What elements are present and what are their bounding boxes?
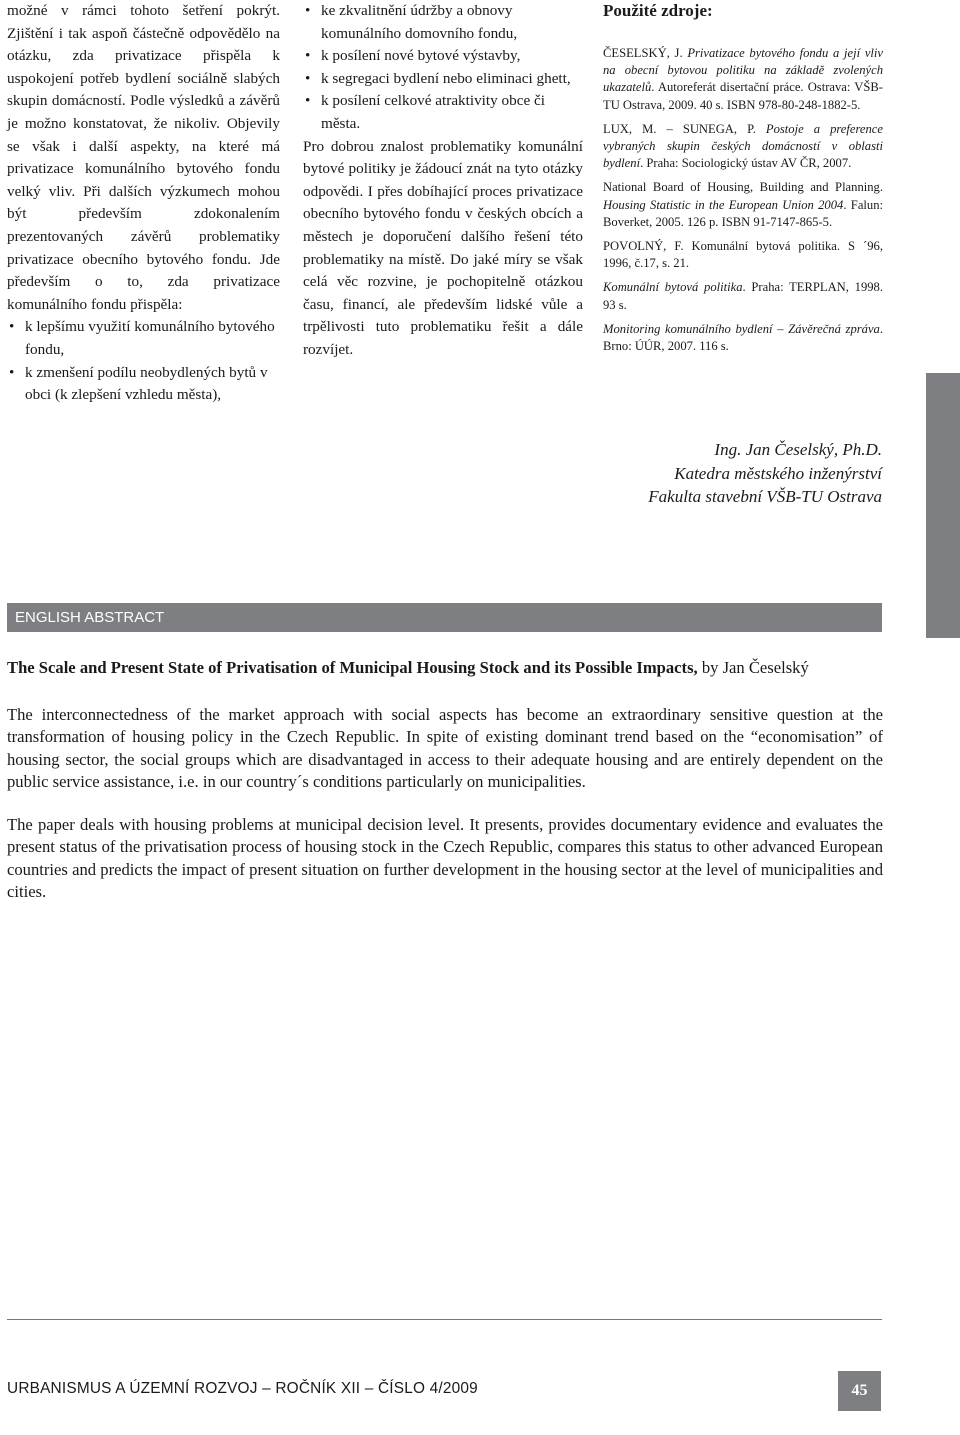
reference-item: [603, 238, 883, 272]
abstract-title-text: The Scale and Present State of Privatisation of Municipal Housing Stock and its Possible Impacts,: [7, 658, 698, 677]
reference-details: . Autoreferát disertační práce. Ostrava: VŠB-TU Ostrava, 2009. 40 s. ISBN 978-80-248-1882-5.: [603, 80, 883, 112]
list-item: • k lepšímu využití komunálního bytového fondu,: [7, 316, 280, 361]
column-left: [7, 0, 280, 407]
references: [603, 0, 883, 362]
list-item: • ke zkvalitnění údržby a obnovy komunálního domovního fondu,: [303, 0, 583, 45]
abstract-byline: by Jan Česelský: [697, 658, 809, 677]
abstract-header-bar: [7, 603, 882, 632]
reference-author: ČESELSKÝ, J.: [603, 46, 688, 60]
footer-divider: [7, 1319, 882, 1320]
paragraph: možné v rámci tohoto šetření pokrýt. Zjištění i tak aspoň částečně odpovědělo na otázku, zda privatizace přispěla k uspokojení potřeb bydlení sociálně slabých skupin domácností. Podle výsledků a závěrů je možno konstatovat, že nikoliv. Objevily se však i další aspekty, na které má privatizace komunálního bytového fondu velký vliv. Při dalších výzkumech mohou být především zdokonalením prezentovaných závěrů problematiky privatizace obecního bytového fondu. Jde především o to, zda privatizace komunálního fondu přispěla:: [7, 2, 280, 313]
reference-author: National Board of Housing, Building and Planning.: [603, 180, 883, 195]
column-middle: [303, 0, 583, 362]
reference-item: [603, 321, 883, 355]
reference-details: . Praha: TERPLAN, 1998. 93 s.: [603, 280, 883, 312]
reference-title: Monitoring komunálního bydlení – Závěrečná zpráva: [603, 321, 880, 336]
reference-details: . Falun: Boverket, 2005. 126 p. ISBN 91-7147-865-5.: [603, 197, 883, 229]
author-name: Ing. Jan Česelský, Ph.D.: [714, 440, 882, 459]
reference-item: [603, 179, 883, 231]
reference-title: Komunální bytová politika: [603, 280, 743, 295]
reference-item: [603, 279, 883, 313]
bullet-list: [7, 316, 280, 406]
abstract-header-label: ENGLISH ABSTRACT: [15, 609, 165, 626]
abstract-title: [7, 656, 887, 680]
reference-details: . Brno: ÚÚR, 2007. 116 s.: [603, 321, 883, 354]
paragraph: Pro dobrou znalost problematiky komunální bytové politiky je žádoucí znát na tyto otázky odpovědi. I přes dobíhající proces privatizace obecního bytového fondu v českých obcích a městech je doporučení dalšího řešení této problematiky na místě. Do jaké míry se však celá věc rozvine, je pochopitelně otázkou času, financí, ale především lidské vůle a trpělivosti tuto problematiku řešit a dále rozvíjet.: [303, 137, 583, 358]
page-number: 45: [838, 1371, 881, 1411]
reference-title: Postoje a preference vybraných skupin českých domácností v oblasti bydlení: [603, 121, 883, 171]
reference-author: LUX, M. – SUNEGA, P.: [603, 121, 766, 136]
references-heading: Použité zdroje:: [603, 1, 713, 20]
reference-author: POVOLNÝ, F. Komunální bytová politika. S ´96, 1996, č.17, s. 21.: [603, 239, 883, 271]
reference-item: [603, 121, 883, 173]
list-item: • k segregaci bydlení nebo eliminaci ghett,: [303, 68, 583, 91]
list-item: • k zmenšení podílu neobydlených bytů v obci (k zlepšení vzhledu města),: [7, 362, 280, 407]
reference-item: [603, 45, 883, 114]
author-department: Katedra městského inženýrství: [674, 463, 882, 483]
bullet-list: [303, 0, 583, 136]
reference-details: . Praha: Sociologický ústav AV ČR, 2007.: [640, 156, 852, 171]
list-item: • k posílení celkové atraktivity obce či města.: [303, 90, 583, 135]
sidebar-tab: [926, 373, 960, 638]
abstract-paragraph: The interconnectedness of the market approach with social aspects has become an extraordinary sensitive question at the transformation of housing policy in the Czech Republic. In spite of existing dominant trend based on the “economisation” of housing sector, the social groups which are disadvantaged in access to their adequate housing and are entirely dependent on the public service assistance, i.e. in our country´s conditions particularly on municipalities.: [7, 705, 883, 792]
reference-title: Housing Statistic in the European Union 2004: [603, 197, 844, 212]
journal-footer: URBANISMUS A ÚZEMNÍ ROZVOJ – ROČNÍK XII – ČÍSLO 4/2009: [7, 1380, 478, 1397]
author-faculty: Fakulta stavební VŠB-TU Ostrava: [648, 487, 882, 506]
list-item: • k posílení nové bytové výstavby,: [303, 45, 583, 68]
author-block: [648, 438, 882, 509]
abstract-paragraph: The paper deals with housing problems at municipal decision level. It presents, provides documentary evidence and evaluates the present status of the privatisation process of housing stock in the Czech Republic, compares this status to other advanced European countries and predicts the impact of present situation on further development in the housing sector at the level of municipalities and cities.: [7, 815, 883, 902]
reference-title: Privatizace bytového fondu a její vliv na obecní bytovou politiku na základě zvolených ukazatelů: [603, 46, 883, 95]
